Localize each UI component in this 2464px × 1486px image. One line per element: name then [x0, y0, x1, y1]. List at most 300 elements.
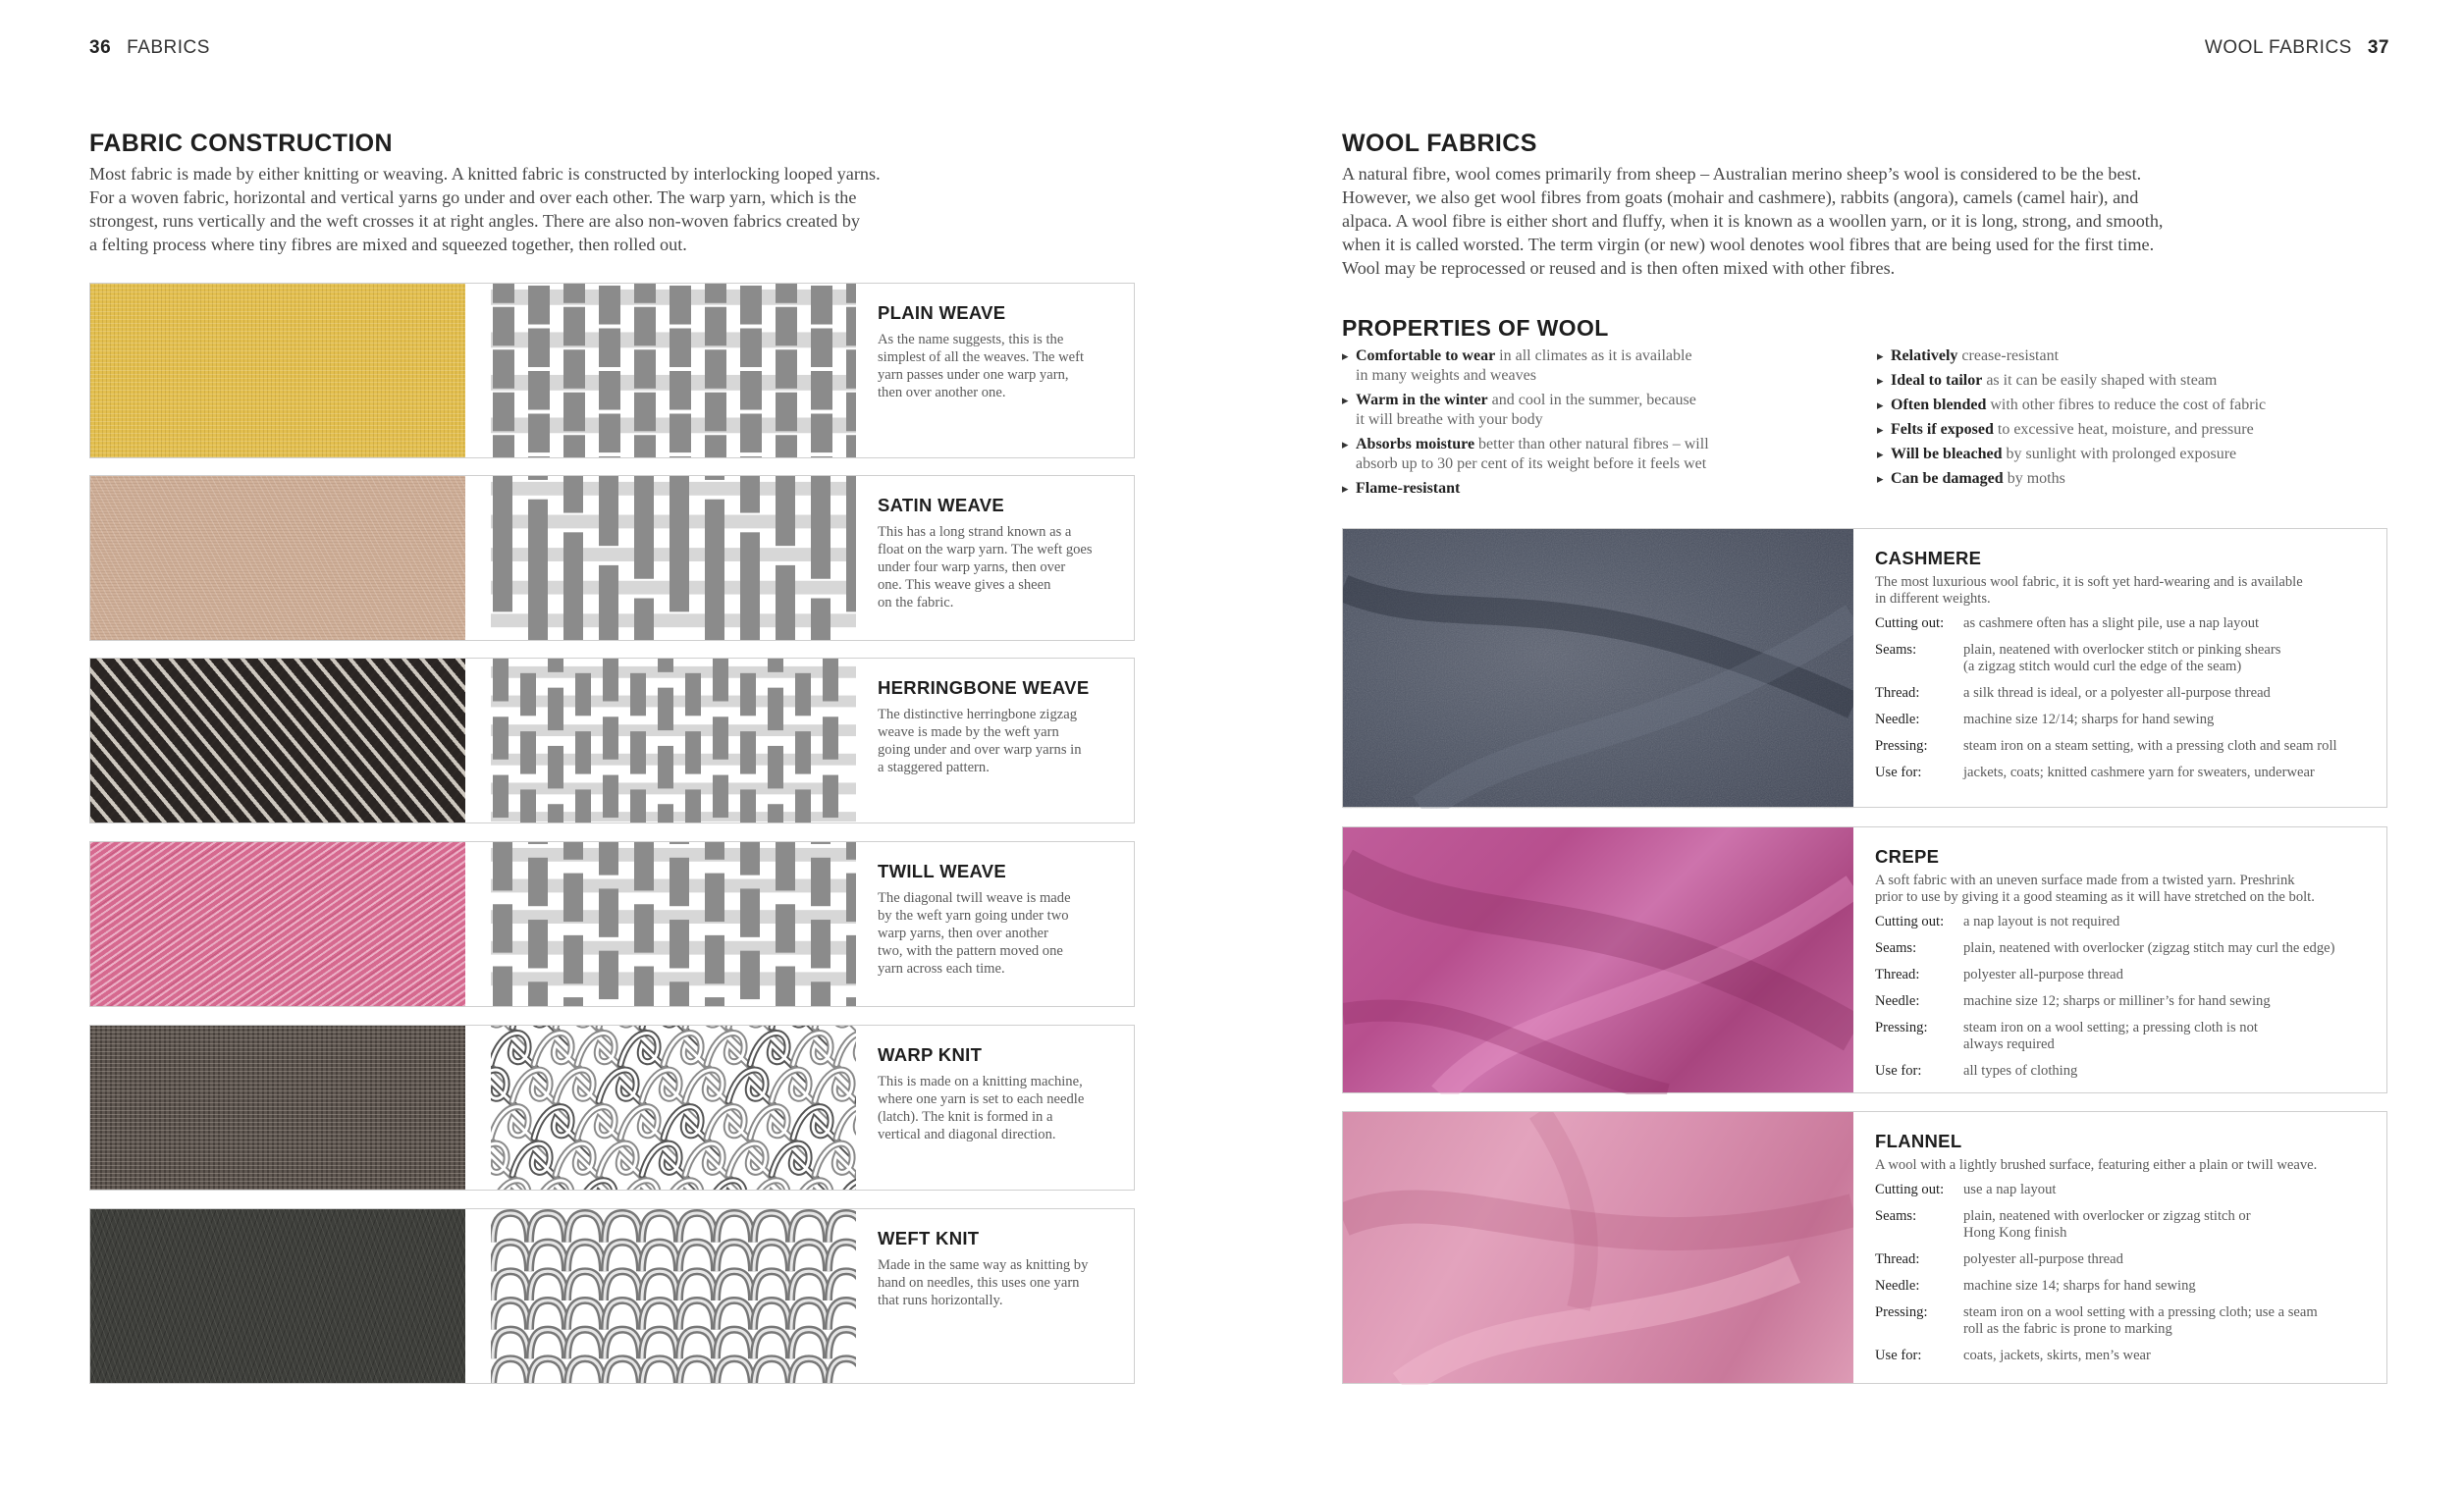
- spec-value: [1963, 1020, 2373, 1063]
- warp-yarn-segment: [823, 775, 838, 818]
- running-head-left: [89, 37, 210, 59]
- properties-title: PROPERTIES OF WOOL: [1342, 315, 1609, 341]
- property-bold: Flame-resistant: [1356, 480, 1461, 497]
- warp-yarn-segment: [811, 842, 830, 844]
- wool-fabrics-title: WOOL FABRICS: [1342, 130, 1537, 157]
- warp-yarn-segment: [670, 286, 691, 325]
- spec-label: Cutting out:: [1875, 615, 1945, 631]
- warp-yarn-segment: [528, 456, 550, 457]
- twill-weave-svg: [491, 842, 856, 1006]
- spec-label: Pressing:: [1875, 1304, 1928, 1320]
- intro-line: However, we also get wool fibres from goats (mohair and cashmere), rabbits (angora), camels (camel hair), and: [1342, 187, 2139, 207]
- spec-value: [1963, 1348, 2373, 1374]
- desc-line: in different weights.: [1875, 591, 1991, 607]
- spec-line: plain, neatened with overlocker (zigzag stitch may curl the edge): [1963, 940, 2335, 956]
- property-text: in all climates as it is available: [1495, 347, 1692, 364]
- satin-weave-description: [878, 523, 1113, 611]
- warp-yarn-segment: [740, 414, 762, 453]
- cashmere-spec-table: [1875, 615, 2373, 791]
- intro-line: strongest, runs vertically and the weft crosses it at right angles. There are also non-woven fabrics created by: [89, 211, 860, 231]
- spec-row: [1875, 967, 2373, 993]
- desc-line: The diagonal twill weave is made: [878, 890, 1071, 906]
- spec-line: plain, neatened with overlocker stitch or pinking shears: [1963, 642, 2281, 658]
- property-text: absorb up to 30 per cent of its weight before it feels wet: [1356, 455, 1707, 472]
- property-item: [1877, 371, 2266, 391]
- crepe-description: [1875, 873, 2373, 906]
- property-bold: Felts if exposed: [1891, 421, 1994, 438]
- warp-yarn-segment: [528, 842, 548, 844]
- warp-knit-photo: [90, 1026, 465, 1190]
- desc-line: by the weft yarn going under two: [878, 908, 1069, 924]
- warp-float: [563, 476, 583, 513]
- weft-knit-diagram: [491, 1209, 856, 1383]
- warp-yarn-segment: [548, 688, 563, 730]
- crepe-text: [1853, 827, 2386, 1092]
- desc-line: A soft fabric with an uneven surface made from a twisted yarn. Preshrink: [1875, 873, 2295, 888]
- warp-float: [670, 476, 689, 611]
- spec-row: [1875, 940, 2373, 967]
- property-bold: Absorbs moisture: [1356, 436, 1475, 452]
- warp-yarn-segment: [776, 393, 797, 432]
- spec-value: [1963, 1251, 2373, 1278]
- warp-yarn-segment: [670, 371, 691, 410]
- spec-row: [1875, 993, 2373, 1020]
- desc-line: that runs horizontally.: [878, 1293, 1003, 1308]
- warp-yarn-segment: [740, 731, 756, 773]
- intro-line: For a woven fabric, horizontal and vertical yarns go under and over each other. The warp yarn, which is the: [89, 187, 857, 207]
- property-item: [1342, 346, 1877, 386]
- warp-knit-diagram: [491, 1026, 856, 1190]
- herringbone-weave-title: HERRINGBONE WEAVE: [878, 677, 1090, 698]
- warp-yarn-segment: [528, 371, 550, 410]
- intro-line: A natural fibre, wool comes primarily from sheep – Australian merino sheep’s wool is considered to be the best.: [1342, 164, 2142, 184]
- desc-line: weave is made by the weft yarn: [878, 724, 1059, 740]
- spec-value: [1963, 738, 2373, 765]
- warp-yarn-segment: [630, 673, 646, 716]
- spec-value: [1963, 1208, 2373, 1251]
- warp-yarn-segment: [705, 935, 724, 983]
- weave-card-weft-knit: [89, 1208, 1135, 1384]
- warp-yarn-segment: [776, 349, 797, 389]
- property-item: [1877, 445, 2266, 464]
- wool-fabrics-intro: [1342, 162, 2387, 280]
- property-text: to excessive heat, moisture, and pressure: [1993, 421, 2254, 438]
- spec-line: a nap layout is not required: [1963, 914, 2120, 929]
- flannel-photo: [1343, 1112, 1853, 1383]
- intro-line: alpaca. A wool fibre is either short and fluffy, when it is known as a woollen yarn, or it is long, strong, and smooth,: [1342, 211, 2164, 231]
- spec-value: [1963, 765, 2373, 791]
- spec-label: Needle:: [1875, 993, 1920, 1009]
- spec-line: (a zigzag stitch would curl the edge of the seam): [1963, 659, 2242, 674]
- spec-value: [1963, 685, 2373, 712]
- satin-weave-svg: [491, 476, 856, 640]
- warp-yarn-segment: [493, 284, 514, 303]
- twill-weave-description: [878, 889, 1113, 978]
- warp-yarn-segment: [713, 775, 728, 818]
- twill-weave-text: [856, 842, 1134, 1006]
- warp-yarn-segment: [603, 716, 618, 759]
- spec-row: [1875, 1020, 2373, 1063]
- desc-line: then over another one.: [878, 385, 1006, 400]
- warp-yarn-segment: [493, 393, 514, 432]
- warp-yarn-segment: [634, 307, 656, 346]
- spec-row: [1875, 1304, 2373, 1348]
- desc-line: a staggered pattern.: [878, 760, 990, 775]
- flannel-title: FLANNEL: [1875, 1131, 1962, 1151]
- warp-yarn-segment: [528, 286, 550, 325]
- warp-float: [563, 532, 583, 640]
- warp-float: [634, 476, 654, 579]
- warp-yarn-segment: [705, 393, 726, 432]
- weft-knit-text: [856, 1209, 1134, 1383]
- warp-yarn-segment: [634, 966, 654, 1006]
- warp-yarn-segment: [599, 842, 618, 876]
- warp-yarn-segment: [776, 966, 795, 1006]
- warp-yarn-segment: [768, 688, 783, 730]
- warp-float: [776, 565, 795, 640]
- satin-weave-photo: [90, 476, 465, 640]
- warp-yarn-segment: [768, 746, 783, 788]
- warp-yarn-segment: [670, 328, 691, 367]
- warp-yarn-segment: [846, 307, 856, 346]
- warp-yarn-segment: [575, 673, 591, 716]
- spec-label: Needle:: [1875, 712, 1920, 727]
- desc-line: float on the warp yarn. The weft goes: [878, 542, 1093, 557]
- warp-yarn-segment: [599, 371, 620, 410]
- warp-yarn-segment: [846, 435, 856, 457]
- spec-value: [1963, 993, 2373, 1020]
- property-item: [1342, 479, 1877, 499]
- spec-label: Cutting out:: [1875, 1182, 1945, 1197]
- warp-yarn-segment: [811, 920, 830, 968]
- warp-yarn-segment: [795, 789, 811, 823]
- warp-yarn-segment: [520, 789, 536, 823]
- warp-yarn-segment: [670, 842, 689, 844]
- spec-row: [1875, 1251, 2373, 1278]
- spec-line: polyester all-purpose thread: [1963, 967, 2123, 982]
- weave-card-warp-knit: [89, 1025, 1135, 1191]
- flannel-folds: [1343, 1112, 1853, 1385]
- warp-yarn-segment: [795, 731, 811, 773]
- warp-yarn-segment: [599, 456, 620, 457]
- spec-value: [1963, 1304, 2373, 1348]
- spec-line: all types of clothing: [1963, 1063, 2078, 1079]
- desc-line: yarn across each time.: [878, 961, 1005, 977]
- warp-yarn-segment: [685, 673, 701, 716]
- flannel-spec-table: [1875, 1182, 2373, 1374]
- desc-line: This is made on a knitting machine,: [878, 1074, 1083, 1089]
- warp-yarn-segment: [846, 874, 856, 922]
- warp-yarn-segment: [776, 842, 795, 890]
- warp-yarn-segment: [493, 716, 509, 759]
- running-head-right-text: WOOL FABRICS: [2204, 37, 2352, 58]
- spec-row: [1875, 1348, 2373, 1374]
- warp-yarn-segment: [705, 435, 726, 457]
- warp-yarn-segment: [528, 982, 548, 1006]
- warp-float: [634, 599, 654, 640]
- properties-list-right: [1877, 346, 2266, 504]
- spec-line: machine size 12/14; sharps for hand sewing: [1963, 712, 2215, 727]
- running-head-left-text: FABRICS: [127, 37, 210, 58]
- warp-yarn-segment: [670, 920, 689, 968]
- warp-yarn-segment: [548, 804, 563, 823]
- warp-yarn-segment: [740, 456, 762, 457]
- spec-value: [1963, 1063, 2373, 1089]
- warp-yarn-segment: [634, 435, 656, 457]
- warp-yarn-segment: [493, 307, 514, 346]
- cashmere-photo: [1343, 529, 1853, 807]
- cashmere-description: [1875, 574, 2373, 608]
- spec-value: [1963, 615, 2373, 642]
- desc-line: on the fabric.: [878, 595, 954, 610]
- warp-yarn-segment: [599, 414, 620, 453]
- warp-yarn-segment: [634, 842, 654, 890]
- intro-line: when it is called worsted. The term virgin (or new) wool denotes wool fibres that are being used for the first time.: [1342, 235, 2155, 254]
- spec-value: [1963, 914, 2373, 940]
- wool-card-cashmere: [1342, 528, 2387, 808]
- warp-yarn-segment: [634, 284, 656, 303]
- spec-line: steam iron on a wool setting; a pressing cloth is not: [1963, 1020, 2258, 1035]
- weft-knit-title: WEFT KNIT: [878, 1228, 980, 1248]
- warp-yarn-segment: [811, 328, 832, 367]
- desc-line: As the name suggests, this is the: [878, 332, 1064, 347]
- weft-knit-svg: [491, 1209, 856, 1383]
- desc-line: two, with the pattern moved one: [878, 943, 1063, 959]
- spec-line: always required: [1963, 1036, 2055, 1052]
- warp-yarn-segment: [705, 284, 726, 303]
- herringbone-weave-diagram: [491, 659, 856, 823]
- spec-row: [1875, 642, 2373, 685]
- desc-line: (latch). The knit is formed in a: [878, 1109, 1053, 1125]
- desc-line: warp yarns, then over another: [878, 926, 1048, 941]
- warp-yarn-segment: [563, 997, 583, 1006]
- warp-yarn-segment: [705, 349, 726, 389]
- property-bold: Comfortable to wear: [1356, 347, 1496, 364]
- warp-yarn-segment: [740, 842, 760, 876]
- satin-weave-title: SATIN WEAVE: [878, 495, 1005, 515]
- warp-yarn-segment: [768, 659, 783, 672]
- warp-knit-text: [856, 1026, 1134, 1190]
- warp-yarn-segment: [740, 951, 760, 999]
- plain-weave-diagram: [491, 284, 856, 457]
- spec-row: [1875, 615, 2373, 642]
- property-text: crease-resistant: [1957, 347, 2060, 364]
- spec-label: Use for:: [1875, 765, 1922, 780]
- crepe-spec-table: [1875, 914, 2373, 1089]
- desc-line: under four warp yarns, then over: [878, 559, 1066, 575]
- warp-yarn-segment: [630, 789, 646, 823]
- plain-weave-title: PLAIN WEAVE: [878, 302, 1006, 323]
- property-text: as it can be easily shaped with steam: [1982, 372, 2218, 389]
- warp-yarn-segment: [630, 731, 646, 773]
- warp-yarn-segment: [685, 789, 701, 823]
- warp-yarn-segment: [846, 842, 856, 860]
- intro-line: Most fabric is made by either knitting or weaving. A knitted fabric is constructed by interlocking looped yarns.: [89, 164, 881, 184]
- spec-value: [1963, 1278, 2373, 1304]
- warp-yarn-segment: [846, 284, 856, 303]
- properties-section: [1342, 315, 2387, 504]
- spec-line: use a nap layout: [1963, 1182, 2057, 1197]
- warp-yarn-segment: [563, 307, 585, 346]
- desc-line: one. This weave gives a sheen: [878, 577, 1051, 593]
- spec-row: [1875, 765, 2373, 791]
- cashmere-title: CASHMERE: [1875, 548, 1982, 568]
- warp-yarn-segment: [670, 858, 689, 906]
- warp-yarn-segment: [575, 789, 591, 823]
- spec-label: Seams:: [1875, 1208, 1917, 1224]
- warp-yarn-segment: [528, 414, 550, 453]
- warp-knit-description: [878, 1073, 1113, 1143]
- warp-yarn-segment: [599, 328, 620, 367]
- plain-weave-photo: [90, 284, 465, 457]
- property-text: with other fibres to reduce the cost of fabric: [1986, 397, 2267, 413]
- warp-yarn-segment: [705, 874, 724, 922]
- spec-row: [1875, 738, 2373, 765]
- warp-yarn-segment: [811, 286, 832, 325]
- warp-yarn-segment: [520, 673, 536, 716]
- spec-line: coats, jackets, skirts, men’s wear: [1963, 1348, 2151, 1363]
- spec-label: Seams:: [1875, 642, 1917, 658]
- warp-yarn-segment: [599, 951, 618, 999]
- twill-weave-diagram: [491, 842, 856, 1006]
- spec-label: Thread:: [1875, 1251, 1920, 1267]
- warp-yarn-segment: [823, 716, 838, 759]
- spec-label: Use for:: [1875, 1063, 1922, 1079]
- spec-row: [1875, 914, 2373, 940]
- cashmere-text: [1853, 529, 2386, 807]
- warp-yarn-segment: [658, 659, 673, 672]
- warp-float: [740, 532, 760, 640]
- weave-card-twill: [89, 841, 1135, 1007]
- warp-yarn-segment: [811, 371, 832, 410]
- crepe-folds: [1343, 827, 1853, 1094]
- warp-yarn-segment: [634, 393, 656, 432]
- warp-yarn-segment: [846, 393, 856, 432]
- warp-yarn-segment: [846, 997, 856, 1006]
- warp-yarn-segment: [563, 284, 585, 303]
- desc-line: vertical and diagonal direction.: [878, 1127, 1056, 1142]
- property-bold: Can be damaged: [1891, 470, 2004, 487]
- satin-weave-text: [856, 476, 1134, 640]
- warp-yarn-segment: [563, 935, 583, 983]
- weave-card-satin: [89, 475, 1135, 641]
- warp-yarn-segment: [603, 775, 618, 818]
- warp-yarn-segment: [599, 888, 618, 936]
- desc-line: The distinctive herringbone zigzag: [878, 707, 1078, 722]
- desc-line: This has a long strand known as a: [878, 524, 1072, 540]
- warp-yarn-segment: [563, 874, 583, 922]
- spec-line: a silk thread is ideal, or a polyester all-purpose thread: [1963, 685, 2271, 701]
- spec-value: [1963, 712, 2373, 738]
- herringbone-weave-svg: [491, 659, 856, 823]
- warp-yarn-segment: [705, 997, 724, 1006]
- warp-yarn-segment: [740, 286, 762, 325]
- herringbone-weave-description: [878, 706, 1113, 776]
- warp-yarn-segment: [563, 435, 585, 457]
- spec-row: [1875, 1063, 2373, 1089]
- intro-line: a felting process where tiny fibres are mixed and squeezed together, then rolled out.: [89, 235, 687, 254]
- warp-yarn-segment: [670, 456, 691, 457]
- warp-yarn-segment: [599, 286, 620, 325]
- twill-weave-title: TWILL WEAVE: [878, 861, 1007, 881]
- warp-yarn-segment: [528, 858, 548, 906]
- spec-line: roll as the fabric is prone to marking: [1963, 1321, 2172, 1337]
- warp-float: [493, 476, 512, 611]
- spec-label: Thread:: [1875, 685, 1920, 701]
- page-number-left: 36: [89, 37, 112, 58]
- weave-card-herringbone: [89, 658, 1135, 823]
- property-item: [1877, 469, 2266, 489]
- warp-yarn-segment: [493, 435, 514, 457]
- spec-value: [1963, 967, 2373, 993]
- warp-yarn-segment: [493, 904, 512, 952]
- warp-yarn-segment: [493, 966, 512, 1006]
- spec-line: Hong Kong finish: [1963, 1225, 2067, 1241]
- crepe-title: CREPE: [1875, 846, 1940, 867]
- spec-line: as cashmere often has a slight pile, use a nap layout: [1963, 615, 2260, 631]
- spec-line: jackets, coats; knitted cashmere yarn for sweaters, underwear: [1963, 765, 2315, 780]
- warp-yarn-segment: [776, 284, 797, 303]
- spec-line: plain, neatened with overlocker or zigzag stitch or: [1963, 1208, 2251, 1224]
- desc-line: The most luxurious wool fabric, it is soft yet hard-wearing and is available: [1875, 574, 2303, 590]
- warp-yarn-segment: [575, 731, 591, 773]
- spec-row: [1875, 712, 2373, 738]
- right-page-content: [1342, 128, 2387, 504]
- warp-yarn-segment: [713, 716, 728, 759]
- spec-line: machine size 14; sharps for hand sewing: [1963, 1278, 2196, 1294]
- spec-row: [1875, 1208, 2373, 1251]
- warp-yarn-segment: [528, 328, 550, 367]
- warp-yarn-segment: [563, 393, 585, 432]
- spec-row: [1875, 1182, 2373, 1208]
- property-text: and cool in the summer, because: [1487, 392, 1696, 408]
- warp-yarn-segment: [705, 842, 724, 860]
- desc-line: hand on needles, this uses one yarn: [878, 1275, 1080, 1291]
- spec-label: Pressing:: [1875, 1020, 1928, 1035]
- property-text: in many weights and weaves: [1356, 367, 1536, 384]
- property-text: better than other natural fibres – will: [1474, 436, 1709, 452]
- warp-yarn-segment: [740, 371, 762, 410]
- warp-yarn-segment: [776, 435, 797, 457]
- warp-yarn-segment: [768, 804, 783, 823]
- properties-columns: [1342, 346, 2387, 504]
- property-item: [1342, 435, 1877, 474]
- spec-row: [1875, 1278, 2373, 1304]
- spec-label: Thread:: [1875, 967, 1920, 982]
- warp-yarn-segment: [670, 414, 691, 453]
- warp-yarn-segment: [740, 789, 756, 823]
- spec-label: Pressing:: [1875, 738, 1928, 754]
- property-item: [1342, 391, 1877, 430]
- warp-yarn-segment: [705, 307, 726, 346]
- warp-yarn-segment: [563, 842, 583, 860]
- herringbone-weave-photo: [90, 659, 465, 823]
- warp-yarn-segment: [776, 307, 797, 346]
- herringbone-weave-text: [856, 659, 1134, 823]
- desc-line: A wool with a lightly brushed surface, featuring either a plain or twill weave.: [1875, 1157, 2318, 1173]
- fabric-construction-intro: [89, 162, 1135, 256]
- warp-yarn-segment: [634, 349, 656, 389]
- warp-yarn-segment: [493, 842, 512, 890]
- warp-float: [705, 500, 724, 640]
- warp-yarn-segment: [528, 920, 548, 968]
- warp-float: [528, 476, 548, 480]
- running-head-right: [2205, 37, 2389, 59]
- spec-label: Seams:: [1875, 940, 1917, 956]
- warp-float: [776, 476, 795, 546]
- spec-line: machine size 12; sharps or milliner’s for hand sewing: [1963, 993, 2271, 1009]
- left-page-content: [89, 128, 1135, 256]
